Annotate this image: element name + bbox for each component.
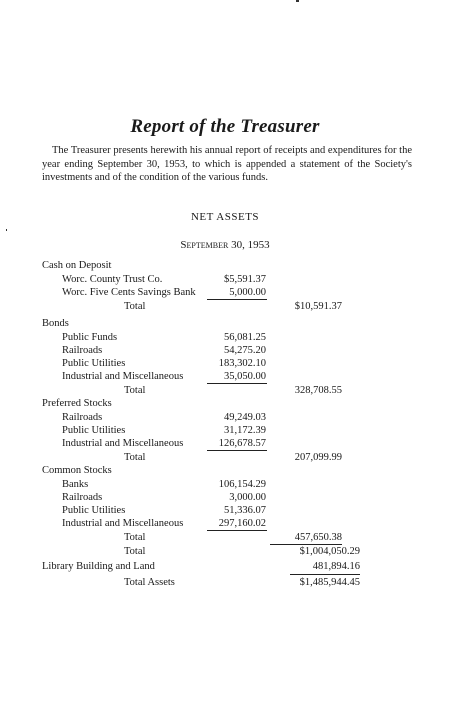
bonds-item-row: Industrial and Miscellaneous 35,050.00	[62, 371, 266, 382]
preferred-section-label: Preferred Stocks	[42, 398, 112, 409]
common-item-row: Public Utilities 51,336.07	[62, 505, 266, 516]
common-total-row: Total 457,650.38	[124, 532, 342, 543]
preferred-item-row: Industrial and Miscellaneous 126,678.57	[62, 438, 266, 449]
cash-item-row: Worc. County Trust Co. $5,591.37	[62, 274, 266, 285]
common-section-label: Common Stocks	[42, 465, 112, 476]
scan-speck	[296, 0, 299, 2]
total-assets-row: Total Assets $1,485,944.45	[124, 577, 360, 588]
preferred-total-row: Total 207,099.99	[124, 452, 342, 463]
bonds-section-label: Bonds	[42, 318, 69, 329]
total-rule	[290, 574, 360, 575]
net-assets-heading: NET ASSETS	[190, 211, 260, 223]
common-item-row: Banks 106,154.29	[62, 479, 266, 490]
preferred-item-row: Railroads 49,249.03	[62, 412, 266, 423]
intro-paragraph: The Treasurer presents herewith his annual report of receipts and expenditures for the year ending September 30, 1953, to which is appended a statement of the Society's investments and of the condition of the various funds.	[42, 145, 412, 184]
scan-speck	[6, 229, 7, 231]
bonds-total-row: Total 328,708.55	[124, 385, 342, 396]
preferred-item-row: Public Utilities 31,172.39	[62, 425, 266, 436]
report-date: September 30, 1953	[180, 239, 270, 251]
cash-section-label: Cash on Deposit	[42, 260, 112, 271]
bonds-item-row: Public Utilities 183,302.10	[62, 358, 266, 369]
library-row: Library Building and Land 481,894.16	[42, 561, 360, 572]
bonds-item-row: Public Funds 56,081.25	[62, 332, 266, 343]
cash-total-row: Total $10,591.37	[124, 301, 342, 312]
common-item-row: Industrial and Miscellaneous 297,160.02	[62, 518, 266, 529]
common-item-row: Railroads 3,000.00	[62, 492, 266, 503]
bonds-item-row: Railroads 54,275.20	[62, 345, 266, 356]
report-title: Report of the Treasurer	[130, 116, 320, 137]
cash-item-row: Worc. Five Cents Savings Bank 5,000.00	[62, 287, 266, 298]
grand-total-row: Total $1,004,050.29	[124, 546, 360, 557]
